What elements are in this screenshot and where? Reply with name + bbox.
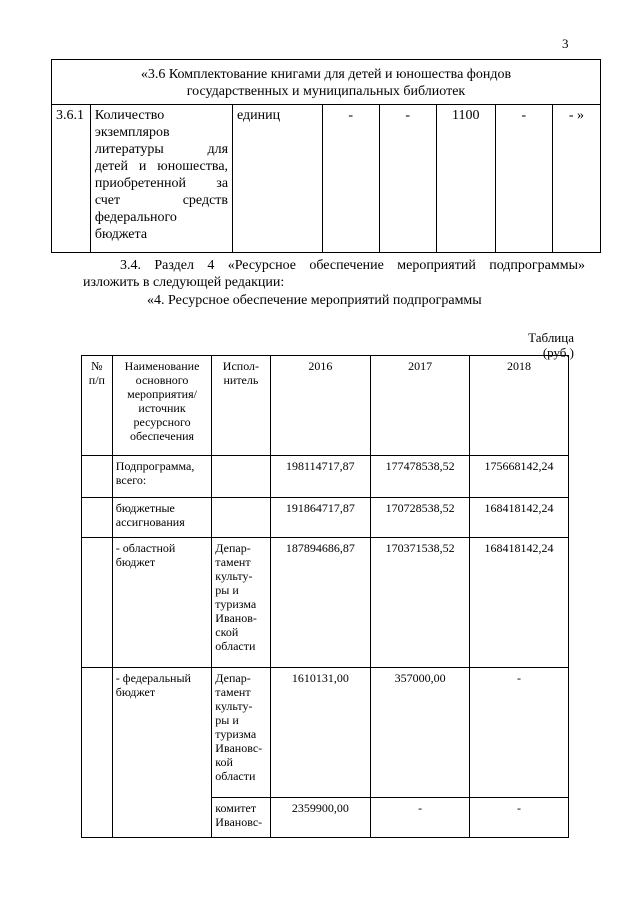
paragraph-line: изложить в следующей редакции: <box>83 275 285 290</box>
desc-line: литературы для <box>94 142 229 157</box>
row-executor <box>212 456 270 498</box>
executor-line: Депар- <box>215 541 251 555</box>
header-line: обеспечения <box>130 429 195 443</box>
row-name <box>112 456 212 498</box>
header-executor <box>212 356 270 456</box>
desc-line: счет средств <box>94 193 229 208</box>
header-year-2017: 2017 <box>371 356 470 456</box>
resource-table <box>81 355 569 838</box>
header-line: основного <box>135 373 189 387</box>
value-2016: 191864717,87 <box>270 498 371 538</box>
executor-line: Иванов- <box>215 611 257 625</box>
row-number <box>82 668 113 838</box>
value-2018: - <box>470 798 569 838</box>
value-2018: 168418142,24 <box>470 538 569 668</box>
row-name <box>112 538 212 668</box>
value-2017: - <box>371 798 470 838</box>
desc-line: детей и юношества, <box>94 159 229 174</box>
value-2016: 187894686,87 <box>270 538 371 668</box>
executor-line: Депар- <box>215 671 251 685</box>
desc-line: экземпляров <box>94 125 170 140</box>
name-line: Подпрограмма, <box>115 459 195 473</box>
name-line: бюджетные <box>115 501 175 515</box>
executor-line: тамент <box>215 555 251 569</box>
row-executor <box>212 498 270 538</box>
desc-line: федерального <box>94 210 177 225</box>
table-row <box>82 456 569 498</box>
page-number: 3 <box>562 36 569 51</box>
table-row <box>82 668 569 798</box>
value-cell: - <box>379 105 436 253</box>
executor-line: комитет <box>215 801 257 815</box>
header-line: ресурсного <box>133 415 191 429</box>
row-executor <box>212 538 270 668</box>
row-name <box>112 498 212 538</box>
value-2016: 1610131,00 <box>270 668 371 798</box>
value-2016: 2359900,00 <box>270 798 371 838</box>
desc-line: Количество <box>94 108 165 123</box>
table-caption-line: (руб.) <box>542 345 574 360</box>
table-row <box>52 105 601 253</box>
value-2017: 170728538,52 <box>371 498 470 538</box>
desc-line: бюджета <box>94 227 148 242</box>
executor-line: тамент <box>215 685 251 699</box>
row-number: 3.6.1 <box>52 105 91 253</box>
executor-line: культу- <box>215 699 253 713</box>
header-line: Наименование <box>124 359 200 373</box>
header-name <box>112 356 212 456</box>
executor-line: ской <box>215 625 239 639</box>
value-2018: 175668142,24 <box>470 456 569 498</box>
table-row <box>82 498 569 538</box>
section-title-cell <box>52 60 601 105</box>
header-line: п/п <box>88 373 105 387</box>
section-heading: «4. Ресурсное обеспечение мероприятий подпрограммы <box>147 293 482 308</box>
header-line: источник <box>138 401 186 415</box>
table-row <box>82 538 569 668</box>
value-2018: 168418142,24 <box>470 498 569 538</box>
value-cell: - <box>322 105 379 253</box>
header-line: № <box>91 359 103 373</box>
header-year-2016: 2016 <box>270 356 371 456</box>
value-2017: 170371538,52 <box>371 538 470 668</box>
name-line: - федеральный <box>115 671 191 685</box>
name-line: всего: <box>115 473 147 487</box>
header-num <box>82 356 113 456</box>
executor-line: области <box>215 769 256 783</box>
table-header-row <box>82 356 569 456</box>
header-line: Испол- <box>222 359 260 373</box>
header-year-2018: 2018 <box>470 356 569 456</box>
executor-line: туризма <box>215 727 257 741</box>
section-title-line: «3.6 Комплектование книгами для детей и юношества фондов <box>140 67 512 82</box>
unit-cell: единиц <box>233 105 323 253</box>
section-title-line: государственных и муниципальных библиотек <box>186 84 466 99</box>
row-number <box>82 456 113 498</box>
value-cell: - <box>495 105 552 253</box>
name-line: бюджет <box>115 555 156 569</box>
executor-line: туризма <box>215 597 257 611</box>
header-line: мероприятия/ <box>127 387 197 401</box>
indicator-table-header-row <box>52 60 601 105</box>
value-2016: 198114717,87 <box>270 456 371 498</box>
row-number <box>82 498 113 538</box>
row-executor <box>212 798 270 838</box>
paragraph-line: 3.4. Раздел 4 «Ресурсное обеспечение мероприятий подпрограммы» <box>120 258 585 273</box>
executor-line: кой <box>215 755 233 769</box>
executor-line: ры и <box>215 583 239 597</box>
indicator-description <box>90 105 232 253</box>
name-line: бюджет <box>115 685 156 699</box>
name-line: - областной <box>115 541 176 555</box>
desc-line: приобретенной за <box>94 176 229 191</box>
value-2017: 177478538,52 <box>371 456 470 498</box>
indicator-table <box>51 59 601 253</box>
value-cell: 1100 <box>436 105 495 253</box>
row-name <box>112 668 212 838</box>
executor-line: области <box>215 639 256 653</box>
row-number <box>82 538 113 668</box>
executor-line: ры и <box>215 713 239 727</box>
value-cell: - » <box>552 105 600 253</box>
row-executor <box>212 668 270 798</box>
table-caption-line: Таблица <box>528 330 574 345</box>
executor-line: Ивановс- <box>215 741 263 755</box>
executor-line: культу- <box>215 569 253 583</box>
executor-line: Ивановс- <box>215 815 263 829</box>
value-2017: 357000,00 <box>371 668 470 798</box>
value-2018: - <box>470 668 569 798</box>
header-line: нитель <box>223 373 259 387</box>
name-line: ассигнования <box>115 515 185 529</box>
